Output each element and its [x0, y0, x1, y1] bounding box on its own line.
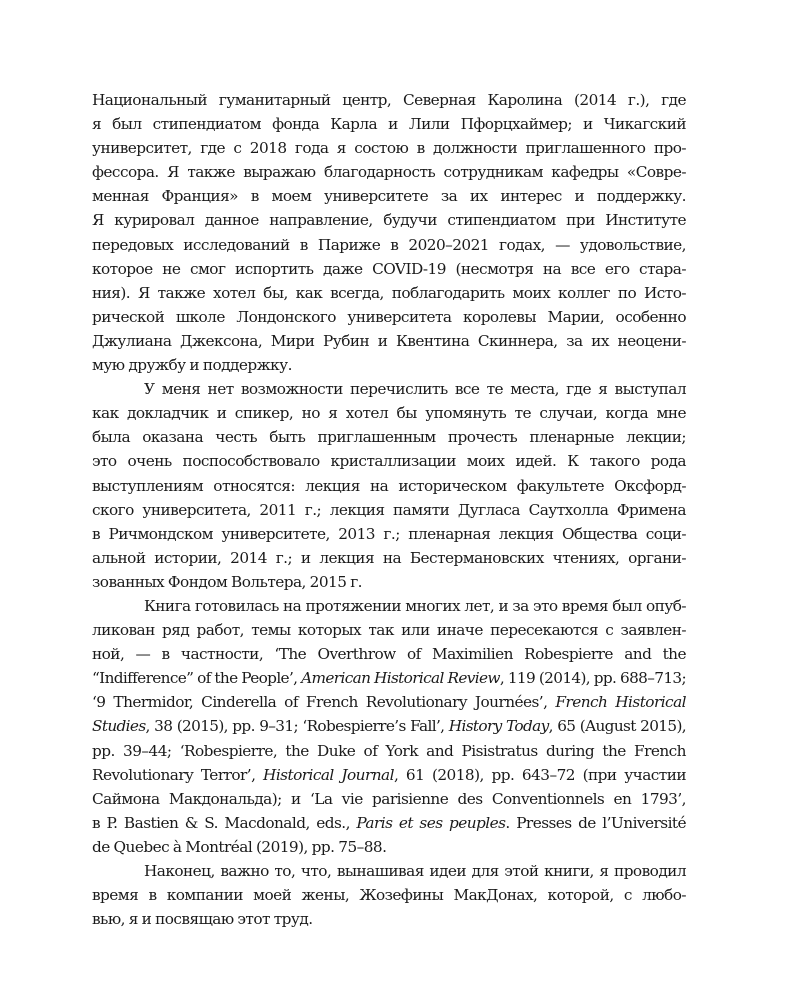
- text-run: в P. Bastien & S. Macdonald, eds.,: [92, 813, 357, 832]
- text-line: [92, 88, 686, 112]
- text-line: [92, 425, 686, 449]
- text-run: мую дружбу и поддержку.: [92, 356, 292, 375]
- text-line: [92, 883, 686, 907]
- text-line: [92, 233, 686, 257]
- text-line: [92, 546, 686, 570]
- text-line: [92, 377, 686, 401]
- text-run: была оказана честь быть приглашенным прочесть пленарные лекции;: [92, 428, 686, 447]
- text-run: У меня нет возможности перечислить все те места, где я выступал: [144, 380, 686, 399]
- text-line: [92, 305, 686, 329]
- text-run: , 119 (2014), pp. 688–713;: [499, 669, 687, 688]
- paragraph: [92, 377, 686, 594]
- text-line: [92, 570, 686, 594]
- text-run: , 65 (August 2015),: [548, 717, 686, 736]
- text-line: [92, 642, 686, 666]
- text-run: , 38 (2015), pp. 9–31; ‘Robespierre’s Fall’,: [145, 717, 449, 736]
- text-run: , 61 (2018), pp. 643–72 (при участии: [393, 765, 686, 784]
- text-run: менная Франция» в моем университете за их интерес и поддержку.: [92, 187, 686, 206]
- text-line: [92, 835, 686, 859]
- italic-title: Studies: [92, 717, 146, 736]
- italic-title: Historical Journal: [263, 765, 394, 784]
- text-run: альной истории, 2014 г.; и лекция на Бестермановских чтениях, органи-: [92, 548, 686, 567]
- text-line: [92, 618, 686, 642]
- text-line: [92, 690, 686, 714]
- text-line: [92, 112, 686, 136]
- text-run: рической школе Лондонского университета королевы Марии, особенно: [92, 307, 686, 326]
- text-line: [92, 184, 686, 208]
- text-run: Саймона Макдональда); и ‘La vie parisienne des Conventionnels en 1793’,: [92, 789, 686, 808]
- text-line: [92, 136, 686, 160]
- text-run: Я курировал данное направление, будучи стипендиатом при Институте: [92, 211, 686, 230]
- text-run: Наконец, важно то, что, вынашивая идеи для этой книги, я проводил: [144, 862, 686, 880]
- text-run: университет, где с 2018 года я состою в должности приглашенного про-: [92, 139, 686, 158]
- text-line: [92, 281, 686, 305]
- text-line: [92, 522, 686, 546]
- text-run: . Presses de l’Université: [505, 813, 687, 832]
- text-run: я был стипендиатом фонда Карла и Лили Пфорцхаймер; и Чикагский: [92, 115, 686, 134]
- text-line: [92, 353, 686, 377]
- text-run: Книга готовилась на протяжении многих лет, и за это время был опуб-: [144, 596, 686, 615]
- text-line: [92, 787, 686, 811]
- text-run: Джулиана Джексона, Мири Рубин и Квентина Скиннера, за их неоцени-: [92, 331, 686, 350]
- text-run: ‘9 Thermidor, Cinderella of French Revolutionary Journées’,: [92, 693, 556, 712]
- text-run: ликован ряд работ, темы которых так или иначе пересекаются с заявлен-: [92, 621, 686, 640]
- text-line: [92, 449, 686, 473]
- text-run: выступлениям относятся: лекция на историческом факультете Оксфорд-: [92, 476, 686, 495]
- text-line: [92, 907, 686, 931]
- text-run: Revolutionary Terror’,: [92, 765, 264, 784]
- text-run: которое не смог испортить даже COVID-19 (несмотря на все его стара-: [92, 259, 686, 278]
- text-line: [92, 763, 686, 787]
- italic-title: History Today: [448, 717, 549, 736]
- text-line: [92, 474, 686, 498]
- text-run: фессора. Я также выражаю благодарность сотрудникам кафедры «Совре-: [92, 163, 686, 182]
- text-run: ского университета, 2011 г.; лекция памяти Дугласа Саутхолла Фримена: [92, 500, 686, 519]
- text-run: зованных Фондом Вольтера, 2015 г.: [92, 572, 362, 591]
- text-line: [92, 401, 686, 425]
- text-line: [92, 666, 686, 690]
- text-line: [92, 811, 686, 835]
- text-line: [92, 859, 686, 883]
- paragraph: [92, 594, 686, 859]
- text-line: [92, 498, 686, 522]
- text-line: [92, 594, 686, 618]
- text-run: передовых исследований в Париже в 2020–2021 годах, — удовольствие,: [92, 235, 686, 254]
- page-body: [92, 88, 686, 931]
- text-line: [92, 329, 686, 353]
- paragraph: [92, 859, 686, 931]
- text-run: время в компании моей жены, Жозефины МакДонах, которой, с любо-: [92, 886, 686, 905]
- text-run: de Quebec à Montréal (2019), pp. 75–88.: [92, 837, 387, 856]
- text-line: [92, 739, 686, 763]
- text-line: [92, 714, 686, 738]
- text-run: ния). Я также хотел бы, как всегда, поблагодарить моих коллег по Исто-: [92, 283, 686, 302]
- text-line: [92, 208, 686, 232]
- text-run: “Indifference” of the People’,: [92, 669, 302, 688]
- text-line: [92, 257, 686, 281]
- text-line: [92, 160, 686, 184]
- text-run: как докладчик и спикер, но я хотел бы упомянуть те случаи, когда мне: [92, 404, 686, 423]
- text-run: вью, я и посвящаю этот труд.: [92, 910, 313, 929]
- paragraph: [92, 88, 686, 377]
- text-run: в Ричмондском университете, 2013 г.; пленарная лекция Общества соци-: [92, 524, 686, 543]
- italic-title: French Historical: [555, 693, 686, 712]
- text-run: это очень поспособствовало кристаллизации моих идей. К такого рода: [92, 452, 686, 471]
- italic-title: American Historical Review: [301, 669, 500, 688]
- italic-title: Paris et ses peuples: [356, 813, 506, 832]
- text-run: Национальный гуманитарный центр, Северная Каролина (2014 г.), где: [92, 91, 686, 109]
- text-run: pp. 39–44; ‘Robespierre, the Duke of York and Pisistratus during the French: [92, 741, 686, 760]
- text-run: ной, — в частности, ‘The Overthrow of Maximilien Robespierre and the: [92, 645, 686, 664]
